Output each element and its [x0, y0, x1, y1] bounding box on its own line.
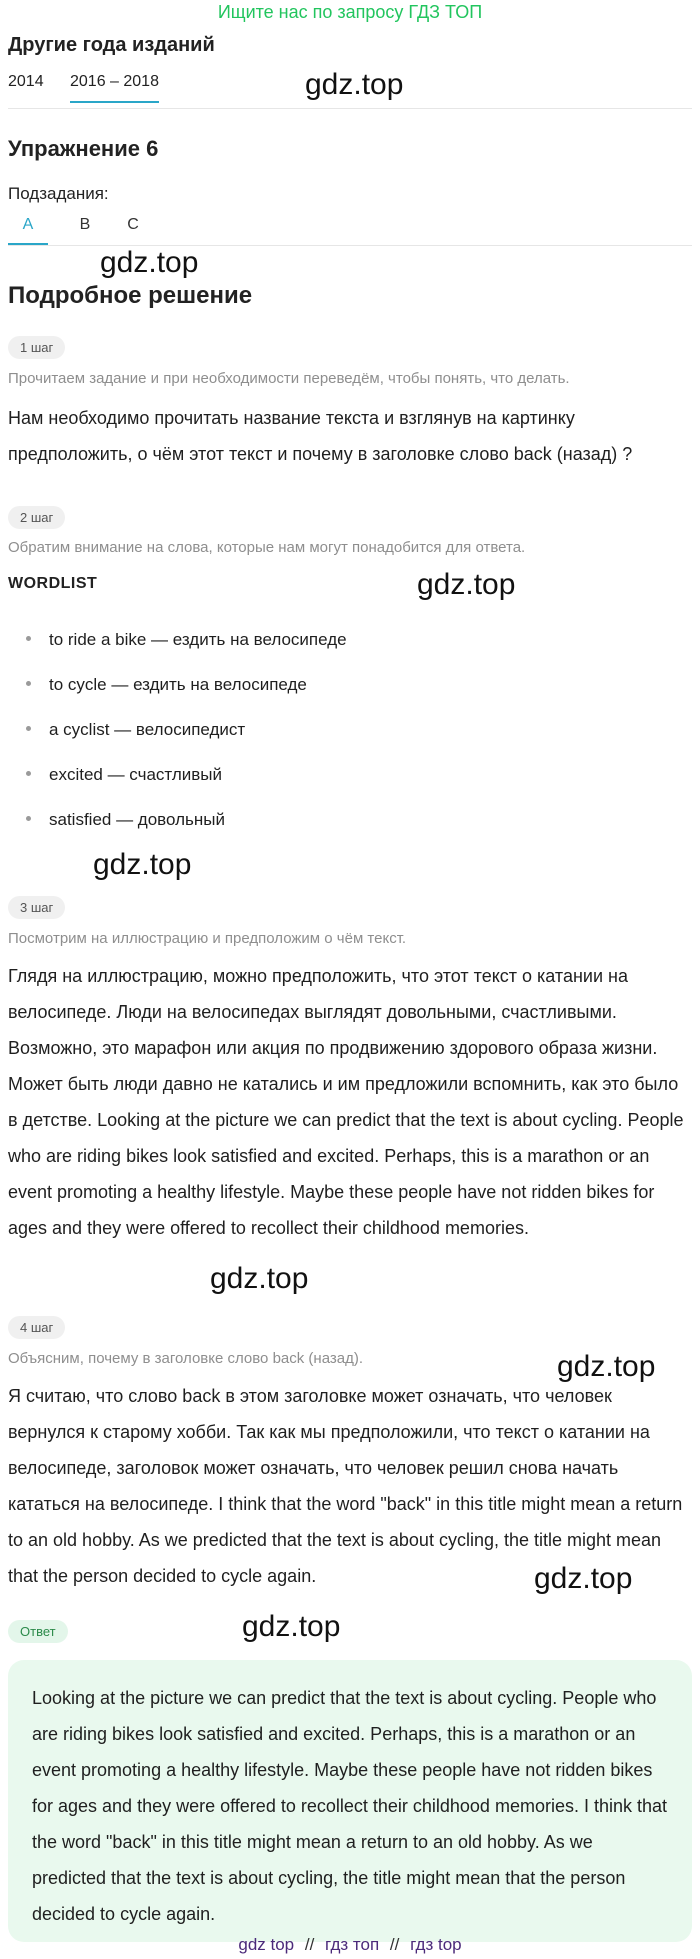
watermark: gdz.top [417, 568, 516, 601]
step-hint-4: Объясним, почему в заголовке слово back (назад). [8, 1350, 364, 1367]
wordlist-item: excited — счастливый [26, 765, 222, 785]
step-hint-3: Посмотрим на иллюстрацию и предположим о чём текст. [8, 930, 407, 947]
step-text-3: Глядя на иллюстрацию, можно предположить, что этот текст о катании на велосипеде. Люди на велосипедах выглядят довольными, счастливыми. Возможно, это марафон или акция по продвижению здорового образа жизни. Может быть люди давно не катались и им предложили вспомнить, как это было в детстве. Looking at the picture we can predict that the text is about cycling. People who are riding bikes look satisfied and excited. Perhaps, this is a marathon or an event promoting a healthy lifestyle. Maybe these people have not ridden bikes for ages and they were offered to recollect their childhood memories. [8, 966, 684, 1238]
answer-box: Looking at the picture we can predict that the text is about cycling. People who are riding bikes look satisfied and excited. Perhaps, this is a marathon or an event promoting a healthy lifestyle. Maybe these people have not ridden bikes for ages and they were offered to recollect their childhood memories. I think that the word "back" in this title might mean a return to an old hobby. As we predicted that the text is about cycling, the title might mean that the person decided to cycle again. [8, 1660, 692, 1942]
footer-separator: // [304, 1935, 315, 1954]
step-badge-1: 1 шаг [8, 336, 65, 359]
wordlist-item: satisfied — довольный [26, 810, 225, 830]
step-text-1: Нам необходимо прочитать название текста и взглянув на картинку предположить, о чём этот текст и почему в заголовке слово back (назад) ? [8, 408, 633, 464]
wordlist-item: a cyclist — велосипедист [26, 720, 245, 740]
exercise-title: Упражнение 6 [8, 136, 159, 161]
footer-link[interactable]: гдз топ [325, 1935, 380, 1954]
step-hint-2: Обратим внимание на слова, которые нам могут понадобится для ответа. [8, 539, 526, 556]
step-badge-2: 2 шаг [8, 506, 65, 529]
bullet-dot [26, 726, 31, 731]
year-tab-2016-2018[interactable]: 2016 – 2018 [70, 73, 159, 103]
solution-title: Подробное решение [8, 282, 253, 309]
bullet-dot [26, 636, 31, 641]
editions-title: Другие года изданий [8, 34, 215, 56]
year-tab-2014[interactable]: 2014 [8, 73, 44, 90]
footer-link[interactable]: gdz top [238, 1935, 295, 1954]
subtasks-label: Подзадания: [8, 184, 109, 203]
watermark: gdz.top [210, 1262, 309, 1295]
subtask-tab-c[interactable]: C [127, 216, 139, 233]
footer-link[interactable]: гдз top [410, 1935, 462, 1954]
wordlist-item: to ride a bike — ездить на велосипеде [26, 630, 347, 650]
watermark: gdz.top [305, 68, 404, 101]
footer-links [0, 1935, 700, 1955]
answer-badge: Ответ [8, 1620, 68, 1643]
bullet-dot [26, 771, 31, 776]
watermark: gdz.top [557, 1350, 656, 1383]
step-hint-1: Прочитаем задание и при необходимости переведём, чтобы понять, что делать. [8, 370, 570, 387]
subtask-tab-b[interactable]: B [79, 216, 91, 233]
step-badge-3: 3 шаг [8, 896, 65, 919]
bullet-dot [26, 681, 31, 686]
footer-separator: // [389, 1935, 400, 1954]
step-badge-4: 4 шаг [8, 1316, 65, 1339]
watermark: gdz.top [242, 1610, 341, 1643]
watermark: gdz.top [100, 246, 199, 279]
bullet-dot [26, 816, 31, 821]
divider [8, 108, 692, 109]
watermark: gdz.top [534, 1562, 633, 1595]
subtask-tab-a[interactable]: A [8, 216, 48, 245]
promo-banner: Ищите нас по запросу ГДЗ ТОП [217, 2, 483, 22]
watermark: gdz.top [93, 848, 192, 881]
wordlist-item: to cycle — ездить на велосипеде [26, 675, 307, 695]
wordlist-title: WORDLIST [8, 575, 98, 592]
step-text-4: Я считаю, что слово back в этом заголовке может означать, что человек вернулся к старому хобби. Так как мы предположили, что текст о катании на велосипеде, заголовок может означать, что человек решил снова начать кататься на велосипеде. I think that the word "back" in this title might mean a return to an old hobby. As we predicted that the text is about cycling, the title might mean that the person decided to cycle again. [8, 1386, 683, 1586]
